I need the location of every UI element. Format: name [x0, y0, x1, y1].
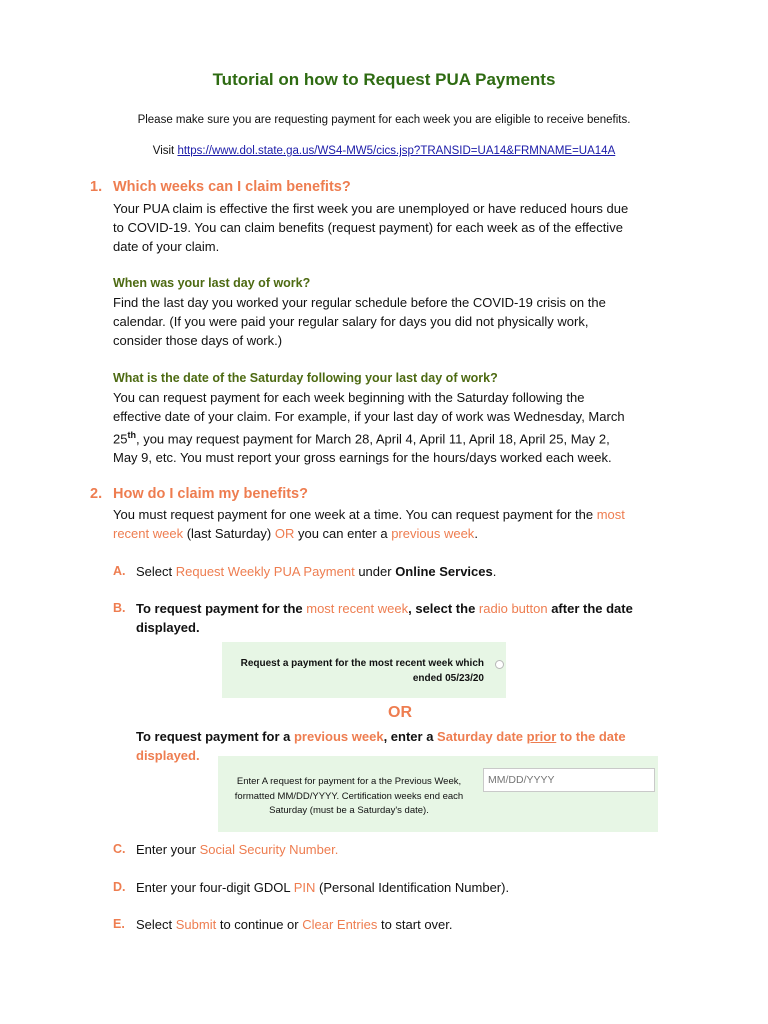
text: .: [474, 526, 478, 541]
visit-line: [0, 145, 768, 157]
text: , enter a: [383, 729, 438, 744]
previous-week-date-input[interactable]: [483, 768, 655, 792]
highlight-recent-week: recent week: [113, 526, 184, 541]
section2-line: [113, 524, 683, 543]
section2-number: 2.: [90, 486, 103, 502]
previous-week-line: [136, 727, 676, 746]
highlight-ssn: Social Security Number.: [199, 842, 339, 857]
previous-week-instruction-line: Enter A request for payment for a the Previous Week,: [236, 776, 462, 787]
section2-heading: How do I claim my benefits?: [113, 486, 308, 502]
text: , select the: [408, 601, 479, 616]
or-separator: OR: [388, 704, 412, 721]
text: To request payment for a: [136, 729, 294, 744]
highlight-to-the-date: to the date: [556, 729, 626, 744]
ordinal-suffix: th: [127, 430, 136, 440]
saturday-line: [113, 426, 673, 448]
highlight-previous-week: previous week: [293, 729, 384, 744]
highlight-pin: PIN: [293, 880, 316, 895]
question-last-day: When was your last day of work?: [113, 276, 311, 290]
step-b-line: [136, 599, 676, 618]
section1-line: Your PUA claim is effective the first week you are unemployed or have reduced hours due: [113, 201, 629, 216]
highlight-or: OR: [274, 526, 295, 541]
text: after the date: [547, 601, 633, 616]
last-day-line: consider those days of work.): [113, 333, 283, 348]
step-b-letter: B.: [113, 601, 126, 615]
step-e-text: [136, 915, 453, 934]
step-c-letter: C.: [113, 842, 126, 856]
text: Enter your four-digit GDOL: [136, 880, 294, 895]
highlight-most: most: [596, 507, 625, 522]
recent-week-radio[interactable]: [495, 660, 504, 669]
previous-week-instruction-line: formatted MM/DD/YYYY. Certification weeks end each: [234, 790, 464, 802]
date-25: 25: [113, 431, 128, 447]
section1-number: 1.: [90, 179, 103, 195]
last-day-line: Find the last day you worked your regular schedule before the COVID-19 crisis on the: [113, 295, 606, 310]
recent-week-label: [222, 656, 484, 686]
recent-week-line: ended 05/23/20: [412, 673, 484, 684]
text: to start over.: [377, 917, 453, 932]
text: Enter your: [136, 842, 200, 857]
saturday-line: May 9, etc. You must report your gross earnings for the hours/days worked each week.: [113, 450, 612, 466]
online-services: Online Services: [395, 564, 493, 579]
step-a-text: [136, 562, 496, 581]
last-day-line: calendar. (If you were paid your regular salary for days you did not physically work,: [113, 314, 589, 329]
intro-text: Please make sure you are requesting payment for each week you are eligible to receive benefits.: [137, 114, 631, 126]
saturday-line: You can request payment for each week beginning with the Saturday following the: [113, 390, 585, 405]
recent-week-box: [222, 642, 506, 698]
question-saturday: What is the date of the Saturday following your last day of work?: [113, 371, 498, 385]
step-d-text: [136, 878, 509, 897]
recent-week-line: Request a payment for the most recent week which: [240, 658, 484, 669]
previous-week-box: [218, 756, 658, 832]
section2-line: [113, 505, 683, 524]
last-day-body: [113, 293, 673, 350]
dol-link[interactable]: https://www.dol.state.ga.us/WS4-MW5/cics.jsp?TRANSID=UA14&FRMNAME=UA14A: [177, 145, 616, 157]
previous-week-instruction-line: Saturday (must be a Saturday's date).: [269, 805, 429, 816]
step-a-letter: A.: [113, 564, 126, 578]
saturday-body: [113, 388, 673, 467]
section1-heading: Which weeks can I claim benefits?: [113, 179, 351, 195]
highlight-previous-week: previous week: [391, 526, 475, 541]
step-e-letter: E.: [113, 917, 125, 931]
step-c-text: [136, 840, 338, 859]
text: to continue or: [216, 917, 303, 932]
section1-line: to COVID-19. You can claim benefits (request payment) for each week as of the effective: [113, 220, 623, 235]
text: (last Saturday): [183, 526, 275, 541]
step-d-letter: D.: [113, 880, 126, 894]
text: Select: [136, 917, 176, 932]
highlight-request-weekly: Request Weekly PUA Payment: [175, 564, 355, 579]
visit-label: Visit: [152, 145, 175, 157]
previous-week-instructions: [218, 775, 480, 819]
highlight-submit: Submit: [175, 917, 217, 932]
text: .: [492, 564, 497, 579]
highlight-saturday-date: Saturday date: [437, 729, 527, 744]
page-title: Tutorial on how to Request PUA Payments: [212, 70, 556, 89]
highlight-clear-entries: Clear Entries: [302, 917, 378, 932]
highlight-prior: prior: [526, 729, 557, 744]
text: You must request payment for one week at a time. You can request payment for the: [113, 507, 597, 522]
section2-body: [113, 505, 683, 543]
section1-body: [113, 199, 673, 256]
text: Select: [136, 564, 176, 579]
step-b-text: [136, 599, 676, 637]
text: you can enter a: [294, 526, 392, 541]
section1-line: date of your claim.: [113, 239, 220, 254]
saturday-line-rest: , you may request payment for March 28, April 4, April 11, April 18, April 25, May 2,: [135, 431, 610, 447]
saturday-line: effective date of your claim. For example, if your last day of work was Wednesday, March: [113, 409, 625, 424]
highlight-most-recent-week: most recent week: [306, 601, 409, 616]
highlight-radio-button: radio button: [478, 601, 548, 616]
text: To request payment for the: [136, 601, 307, 616]
step-b-line: displayed.: [136, 620, 200, 635]
text: under: [354, 564, 396, 579]
previous-week-line: displayed.: [136, 748, 200, 763]
text: (Personal Identification Number).: [315, 880, 510, 895]
